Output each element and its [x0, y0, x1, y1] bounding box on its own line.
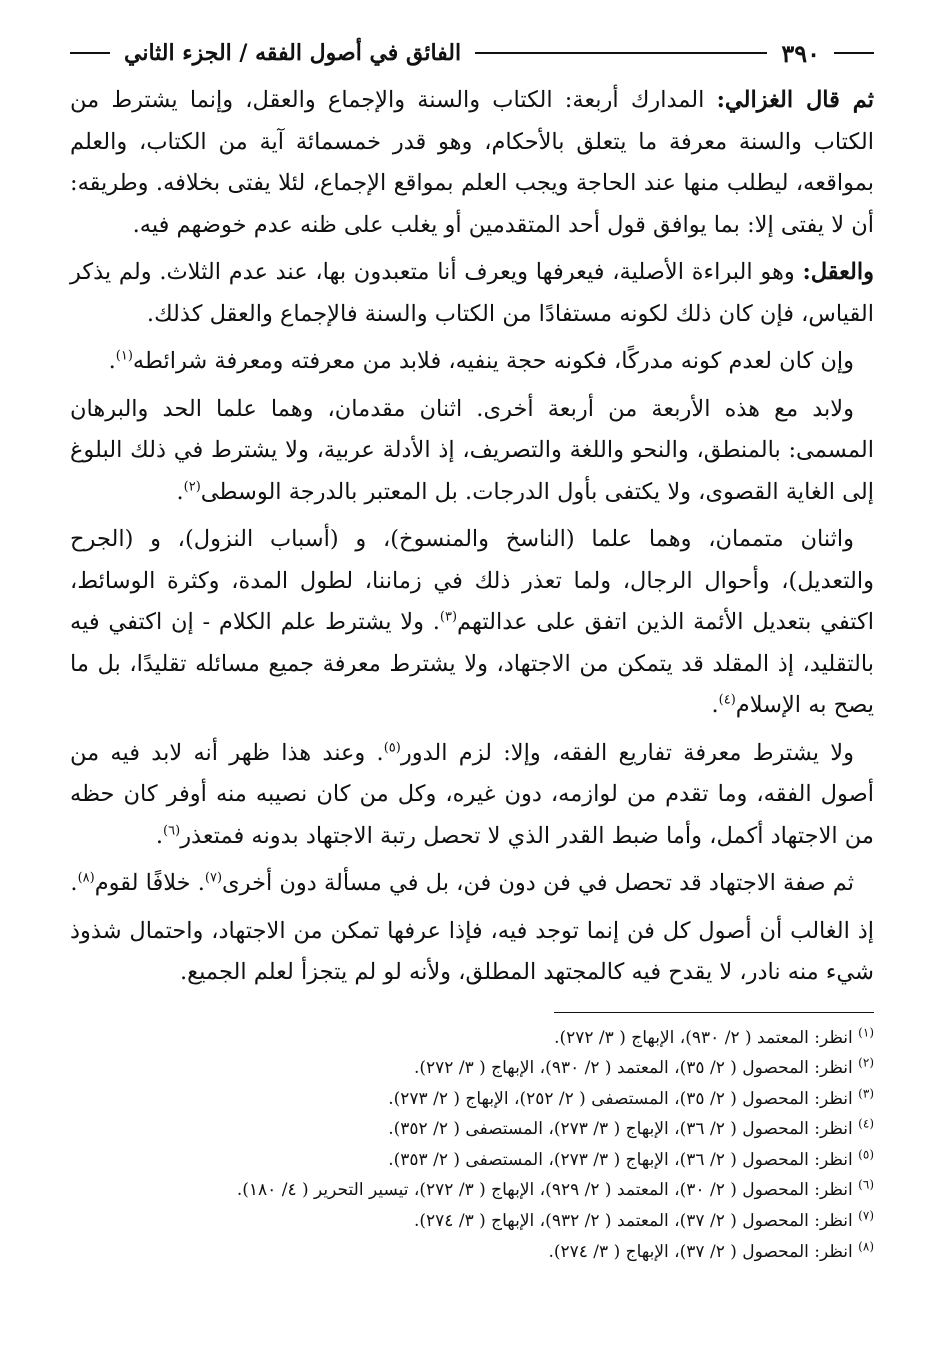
- footnote-separator: [554, 1012, 874, 1013]
- paragraph: [70, 389, 874, 514]
- paragraph-text-end: .: [176, 478, 184, 505]
- paragraph-text-mid: . وعند هذا ظهر أنه لابد فيه من أصول الفقه، وما تقدم من لوازمه، دون غيره، وكل من كان نصيبه منه أوفر كان حظه من الاجتهاد أكمل، وأما ضبط القدر الذي لا تحصل رتبة الاجتهاد بدونه فمتعذر: [70, 739, 874, 849]
- paragraph-text: المدارك أربعة: الكتاب والسنة والإجماع والعقل، وإنما يشترط من الكتاب والسنة معرفة ما يتعلق بالأحكام، وهو قدر خمسمائة آية من الكتاب، والعلم بمواقعه، ليطلب منها عند الحاجة ويجب العلم بمواقع الإجماع، لئلا يفتى بخلافه. وطريقه: أن لا يفتى إلا: بما يوافق قول أحد المتقدمين أو يغلب على ظنه عدم خوضهم فيه.: [70, 87, 874, 238]
- footnote: [70, 1114, 874, 1145]
- main-text: [70, 80, 874, 994]
- header-rule-right: [834, 52, 874, 54]
- footnotes: [70, 1023, 874, 1268]
- paragraph: [70, 519, 874, 727]
- footnote-number: (٨): [858, 1239, 874, 1253]
- header-rule-left: [70, 52, 110, 54]
- paragraph-text: وإن كان لعدم كونه مدركًا، فكونه حجة ينفيه، فلابد من معرفته ومعرفة شرائطه: [132, 348, 854, 374]
- footnote-ref[interactable]: (٤): [718, 692, 736, 708]
- paragraph: [70, 911, 874, 994]
- paragraph-text-end: .: [108, 348, 116, 374]
- footnote-text: انظر: المحصول ( ٢/ ٣٦)، الإبهاج ( ٣/ ٢٧٣)، المستصفى ( ٢/ ٣٥٢).: [388, 1119, 859, 1140]
- running-title: الفائق في أصول الفقه / الجزء الثاني: [124, 40, 462, 66]
- paragraph-text-end: .: [70, 870, 78, 896]
- footnote: [70, 1237, 874, 1268]
- footnote-text: انظر: المحصول ( ٢/ ٣٠)، المعتمد ( ٢/ ٩٢٩)، الإبهاج ( ٣/ ٢٧٢)، تيسير التحرير ( ٤/ ١٨٠).: [236, 1180, 859, 1201]
- paragraph-text: ولابد مع هذه الأربعة من أربعة أخرى. اثنان مقدمان، وهما علما الحد والبرهان المسمى: بالمنطق، والنحو واللغة والتصريف، إذ الأدلة عربية، ولا يشترط في ذلك البلوغ إلى الغاية القصوى، ولا يكتفى بأول الدرجات. بل المعتبر بالدرجة الوسطى: [70, 395, 874, 505]
- footnote-text: انظر: المعتمد ( ٢/ ٩٣٠)، الإبهاج ( ٣/ ٢٧٢).: [554, 1027, 859, 1048]
- paragraph-text: إذ الغالب أن أصول كل فن إنما توجد فيه، فإذا عرفها تمكن من الاجتهاد، واحتمال شذوذ شيء منه نادر، لا يقدح فيه كالمجتهد المطلق، ولأنه لو لم يتجزأ لعلم الجميع.: [70, 917, 874, 985]
- footnote-text: انظر: المحصول ( ٢/ ٣٦)، الإبهاج ( ٣/ ٢٧٣)، المستصفى ( ٢/ ٣٥٣).: [388, 1149, 859, 1170]
- paragraph: [70, 733, 874, 858]
- footnote-number: (٧): [858, 1208, 874, 1223]
- footnote: [70, 1145, 874, 1176]
- header-rule-middle: [475, 52, 767, 54]
- footnote-text: انظر: المحصول ( ٢/ ٣٧)، المعتمد ( ٢/ ٩٣٢)، الإبهاج ( ٣/ ٢٧٤).: [413, 1211, 859, 1232]
- footnote: [70, 1206, 874, 1237]
- footnote-number: (٦): [858, 1177, 874, 1192]
- footnote-text: انظر: المحصول ( ٢/ ٣٧)، الإبهاج ( ٣/ ٢٧٤).: [548, 1241, 859, 1262]
- footnote: [70, 1023, 874, 1054]
- paragraph-text: وهو البراءة الأصلية، فيعرفها ويعرف أنا متعبدون بها، عند عدم الثلاث. ولم يذكر القياس، فإن كان ذلك لكونه مستفادًا من الكتاب والسنة فالإجماع والعقل كذلك.: [70, 259, 874, 327]
- paragraph-lead: والعقل:: [802, 259, 874, 285]
- footnote-ref[interactable]: (٧): [204, 870, 223, 886]
- footnote-number: (٣): [858, 1086, 874, 1101]
- paragraph-text-end: .: [711, 692, 719, 718]
- footnote-number: (٤): [858, 1116, 874, 1131]
- paragraph-text: ولا يشترط معرفة تفاريع الفقه، وإلا: لزم الدور: [400, 739, 854, 766]
- footnote-ref[interactable]: (٦): [163, 823, 181, 838]
- footnote-ref[interactable]: (٨): [77, 870, 95, 886]
- paragraph-text-mid: . خلافًا لقوم: [94, 870, 205, 896]
- footnote-number: (٢): [858, 1055, 874, 1070]
- footnote-number: (١): [858, 1024, 874, 1039]
- paragraph-text-mid: . ولا يشترط علم الكلام - إن اكتفي فيه بالتقليد، إذ المقلد قد يتمكن من الاجتهاد، ولا يشترط معرفة جميع مسائله تقليدًا، بل ما يصح به الإسلام: [70, 609, 874, 718]
- footnote-ref[interactable]: (٢): [183, 479, 201, 494]
- paragraph: [70, 252, 874, 335]
- paragraph-text-end: .: [155, 822, 164, 849]
- paragraph: [70, 80, 874, 246]
- paragraph: [70, 863, 874, 905]
- paragraph: [70, 341, 874, 383]
- footnote-text: انظر: المحصول ( ٢/ ٣٥)، المعتمد ( ٢/ ٩٣٠)، الإبهاج ( ٣/ ٢٧٢).: [413, 1058, 859, 1079]
- footnote: [70, 1084, 874, 1115]
- footnote-ref[interactable]: (٣): [439, 609, 458, 625]
- footnote-ref[interactable]: (١): [115, 348, 133, 364]
- footnote: [70, 1175, 874, 1206]
- paragraph-text: واثنان متممان، وهما علما (الناسخ والمنسوخ)، و (أسباب النزول)، و (الجرح والتعديل)، وأحوال الرجال، ولما تعذر ذلك في زماننا، لطول المدة، وكثرة الوسائط، اكتفي بتعديل الأئمة الذين اتفق على عدالتهم: [70, 526, 874, 635]
- running-header: [70, 30, 874, 76]
- paragraph-text: ثم صفة الاجتهاد قد تحصل في فن دون فن، بل في مسألة دون أخرى: [222, 870, 854, 896]
- paragraph-lead: ثم قال الغزالي:: [716, 87, 874, 113]
- footnote-number: (٥): [858, 1147, 874, 1162]
- footnote: [70, 1053, 874, 1084]
- footnote-text: انظر: المحصول ( ٢/ ٣٥)، المستصفى ( ٢/ ٢٥٢)، الإبهاج ( ٢/ ٢٧٣).: [388, 1088, 859, 1109]
- page-number: ٣٩٠: [781, 38, 820, 68]
- footnote-ref[interactable]: (٥): [383, 740, 401, 755]
